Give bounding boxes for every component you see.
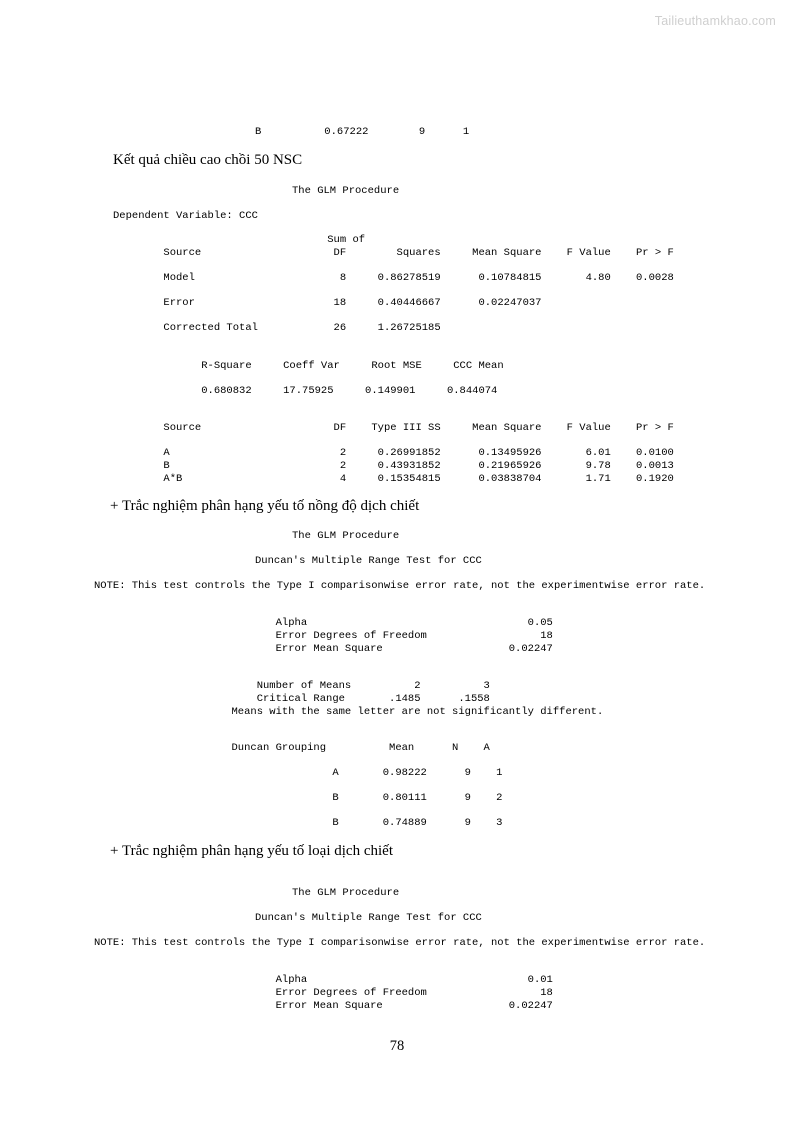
type3-row-ab: A*B 4 0.15354815 0.03838704 1.71 0.1920 [113,473,674,485]
glm-procedure-title-3: The GLM Procedure [292,887,400,899]
glm-procedure-title-2: The GLM Procedure [292,530,400,542]
anova-sumof-label: Sum of [113,234,366,246]
duncan-error-ms-3: Error Mean Square 0.02247 [200,1000,553,1012]
anova-row-corrected-total: Corrected Total 26 1.26725185 [113,322,441,334]
duncan-group-row-a: A 0.98222 9 1 [200,767,503,779]
section-heading-shoot-height: Kết quả chiều cao chồi 50 NSC [113,152,303,168]
anova-column-headers: Source DF Squares Mean Square F Value Pr > F [113,247,674,259]
anova-row-error: Error 18 0.40446667 0.02247037 [113,297,542,309]
duncan-grouping-headers-2: Duncan Grouping Mean N A [200,742,490,754]
duncan-alpha-3: Alpha 0.01 [200,974,553,986]
anova-row-model: Model 8 0.86278519 0.10784815 4.80 0.0028 [113,272,674,284]
duncan-number-of-means-2: Number of Means 2 3 [200,680,490,692]
duncan-note-2: NOTE: This test controls the Type I comparisonwise error rate, not the experimentwise error rate. [94,580,706,592]
fit-statistics-values: 0.680832 17.75925 0.149901 0.844074 [113,385,498,397]
section-heading-extract-type-test: + Trắc nghiệm phân hạng yếu tố loại dịch chiết [110,843,393,859]
duncan-test-title-2: Duncan's Multiple Range Test for CCC [255,555,482,567]
duncan-group-row-b1: B 0.80111 9 2 [200,792,503,804]
type3-row-b: B 2 0.43931852 0.21965926 9.78 0.0013 [113,460,674,472]
type3-column-headers: Source DF Type III SS Mean Square F Value Pr > F [113,422,674,434]
duncan-error-ms-2: Error Mean Square 0.02247 [200,643,553,655]
dependent-variable-1: Dependent Variable: CCC [113,210,258,222]
type3-row-a: A 2 0.26991852 0.13495926 6.01 0.0100 [113,447,674,459]
page-number: 78 [389,1038,405,1054]
duncan-test-title-3: Duncan's Multiple Range Test for CCC [255,912,482,924]
top-table-fragment: B 0.67222 9 1 [255,126,470,138]
duncan-error-df-3: Error Degrees of Freedom 18 [200,987,553,999]
duncan-note-3: NOTE: This test controls the Type I comparisonwise error rate, not the experimentwise error rate. [94,937,706,949]
duncan-means-note-2: Means with the same letter are not significantly different. [200,706,604,718]
duncan-error-df-2: Error Degrees of Freedom 18 [200,630,553,642]
duncan-group-row-b2: B 0.74889 9 3 [200,817,503,829]
section-heading-concentration-test: + Trắc nghiệm phân hạng yếu tố nồng độ dịch chiết [110,498,420,514]
duncan-alpha-2: Alpha 0.05 [200,617,553,629]
glm-procedure-title-1: The GLM Procedure [292,185,400,197]
watermark: Tailieuthamkhao.com [654,14,776,28]
fit-statistics-headers: R-Square Coeff Var Root MSE CCC Mean [113,360,504,372]
duncan-critical-range-2: Critical Range .1485 .1558 [200,693,490,705]
